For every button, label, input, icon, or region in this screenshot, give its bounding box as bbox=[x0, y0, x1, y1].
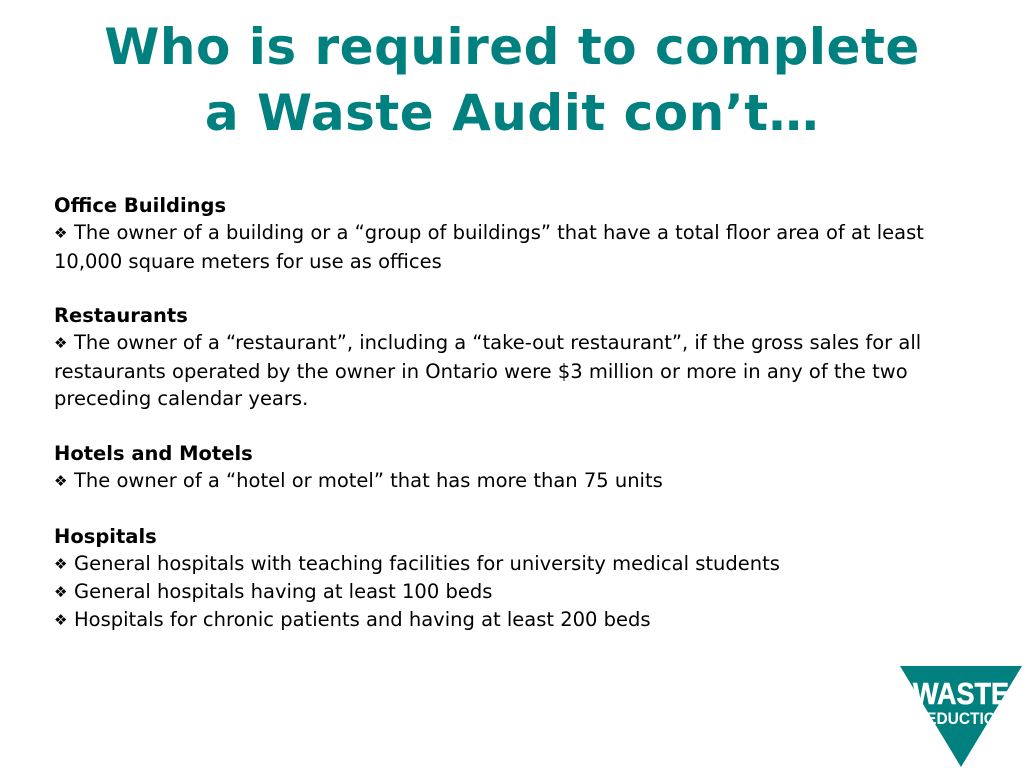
bullet-item bbox=[54, 550, 974, 578]
bullet-text: General hospitals with teaching facilities for university medical students bbox=[74, 551, 780, 575]
diamond-bullet-icon: ❖ bbox=[54, 334, 68, 353]
slide-body bbox=[54, 192, 974, 662]
section-hotels-motels bbox=[54, 440, 974, 496]
bullet-item bbox=[54, 329, 974, 412]
slide-title-line-1: Who is required to complete bbox=[104, 18, 920, 76]
bullet-item bbox=[54, 606, 974, 634]
bullet-item bbox=[54, 219, 974, 275]
bullet-text: The owner of a “restaurant”, including a “take-out restaurant”, if the gross sales for all restaurants operated by the owner in Ontario were $3 million or more in any of the two preceding calendar years. bbox=[54, 331, 922, 411]
bullet-text: Hospitals for chronic patients and having at least 200 beds bbox=[74, 608, 651, 632]
waste-reduction-logo-graphic bbox=[898, 664, 1024, 768]
diamond-bullet-icon: ❖ bbox=[54, 471, 68, 490]
diamond-bullet-icon: ❖ bbox=[54, 224, 68, 243]
bullet-text: The owner of a building or a “group of buildings” that have a total floor area of at least 10,000 square meters for use as offices bbox=[54, 221, 924, 273]
slide-title-line-2: a Waste Audit con’t… bbox=[204, 84, 820, 142]
section-restaurants bbox=[54, 302, 974, 412]
logo-text-reduction: REDUCTION bbox=[915, 709, 1007, 728]
slide-title bbox=[0, 14, 1024, 146]
section-heading: Hospitals bbox=[54, 524, 157, 548]
diamond-bullet-icon: ❖ bbox=[54, 583, 68, 602]
section-heading: Hotels and Motels bbox=[54, 441, 253, 465]
section-heading: Restaurants bbox=[54, 304, 188, 328]
logo-text-waste: WASTE bbox=[913, 676, 1009, 711]
diamond-bullet-icon: ❖ bbox=[54, 554, 68, 573]
section-hospitals bbox=[54, 523, 974, 635]
section-office-buildings bbox=[54, 192, 974, 275]
bullet-item bbox=[54, 467, 974, 495]
section-heading: Office Buildings bbox=[54, 194, 227, 217]
bullet-text: The owner of a “hotel or motel” that has more than 75 units bbox=[74, 468, 663, 492]
diamond-bullet-icon: ❖ bbox=[54, 611, 68, 630]
bullet-text: General hospitals having at least 100 beds bbox=[74, 580, 493, 604]
bullet-item bbox=[54, 578, 974, 606]
waste-reduction-logo bbox=[898, 664, 1024, 768]
